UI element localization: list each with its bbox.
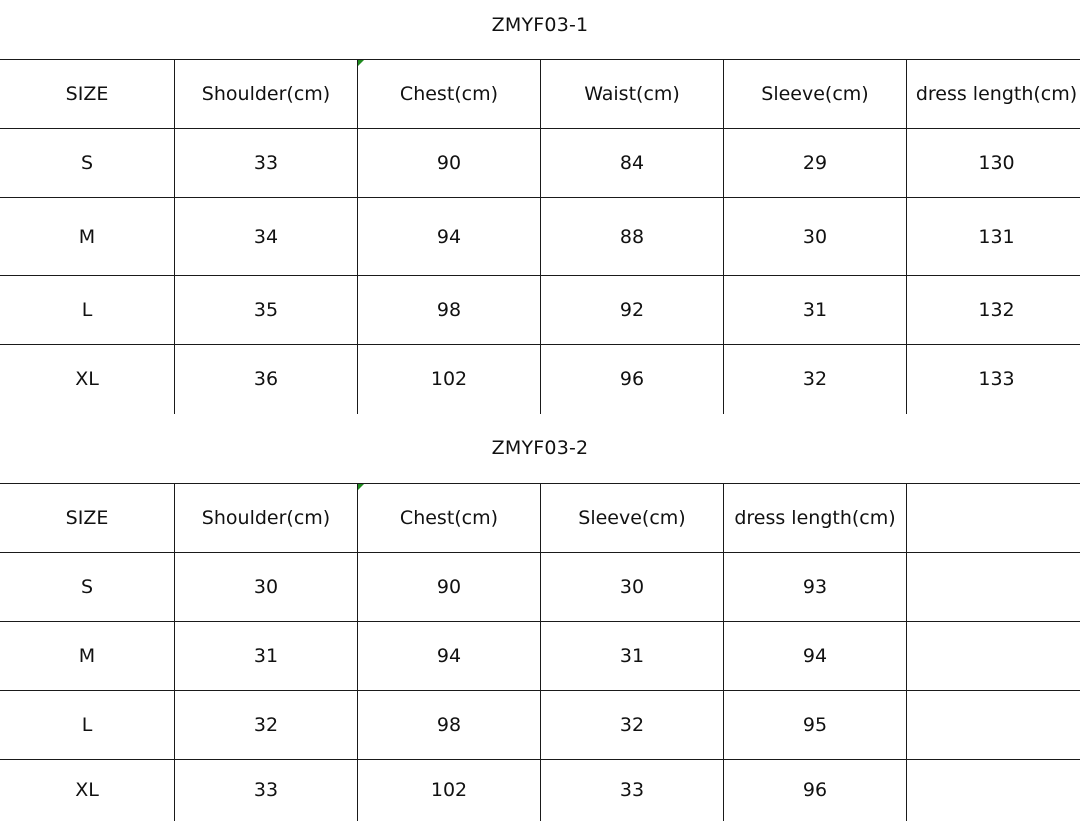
- table-cell: M: [0, 198, 175, 276]
- table-cell: 90: [358, 129, 541, 198]
- table-cell: 94: [358, 198, 541, 276]
- table-cell: [907, 622, 1080, 691]
- table-title: ZMYF03-1: [0, 13, 1080, 37]
- table-header-row: [0, 484, 1080, 553]
- header-cell: Sleeve(cm): [541, 484, 724, 553]
- table-row: [0, 129, 1080, 198]
- comment-marker-icon: [358, 484, 364, 490]
- table-cell: L: [0, 691, 175, 760]
- header-cell: SIZE: [0, 60, 175, 129]
- table-cell: L: [0, 276, 175, 345]
- table-cell: 32: [541, 691, 724, 760]
- table-row: [0, 198, 1080, 276]
- header-cell: dress length(cm): [724, 484, 907, 553]
- table-cell: 36: [175, 345, 358, 414]
- table-cell: [907, 691, 1080, 760]
- table-cell: 102: [358, 345, 541, 414]
- header-cell: Sleeve(cm): [724, 60, 907, 129]
- table-row: [0, 622, 1080, 691]
- table-cell: M: [0, 622, 175, 691]
- table-cell: 98: [358, 276, 541, 345]
- table-row: [0, 276, 1080, 345]
- table-cell: 92: [541, 276, 724, 345]
- table-cell: 30: [175, 553, 358, 622]
- header-cell: [358, 60, 541, 129]
- table-cell: 30: [541, 553, 724, 622]
- header-cell: Shoulder(cm): [175, 60, 358, 129]
- table-cell: 33: [541, 760, 724, 821]
- table-cell: 93: [724, 553, 907, 622]
- table-header-row: [0, 60, 1080, 129]
- table-cell: S: [0, 553, 175, 622]
- table-cell: 94: [358, 622, 541, 691]
- size-chart-table: [0, 483, 1080, 821]
- header-cell: [907, 484, 1080, 553]
- size-chart-table: [0, 59, 1080, 414]
- header-cell: [358, 484, 541, 553]
- table-cell: 130: [907, 129, 1080, 198]
- table-cell: 35: [175, 276, 358, 345]
- table-cell: 34: [175, 198, 358, 276]
- table-cell: 94: [724, 622, 907, 691]
- table-cell: 102: [358, 760, 541, 821]
- table-cell: 96: [541, 345, 724, 414]
- table-cell: 90: [358, 553, 541, 622]
- table-row: [0, 760, 1080, 821]
- table-cell: S: [0, 129, 175, 198]
- header-cell: Waist(cm): [541, 60, 724, 129]
- table-cell: 29: [724, 129, 907, 198]
- table-cell: 84: [541, 129, 724, 198]
- table-cell: [907, 760, 1080, 821]
- table-cell: 88: [541, 198, 724, 276]
- table-cell: 31: [541, 622, 724, 691]
- header-label: Chest(cm): [400, 83, 498, 105]
- table-cell: 132: [907, 276, 1080, 345]
- header-cell: dress length(cm): [907, 60, 1080, 129]
- table-cell: 31: [175, 622, 358, 691]
- table-cell: 98: [358, 691, 541, 760]
- table-row: [0, 691, 1080, 760]
- table-title: ZMYF03-2: [0, 436, 1080, 460]
- table-cell: 32: [724, 345, 907, 414]
- header-cell: SIZE: [0, 484, 175, 553]
- table-row: [0, 553, 1080, 622]
- table-cell: 33: [175, 760, 358, 821]
- table-cell: 95: [724, 691, 907, 760]
- header-label: Chest(cm): [400, 507, 498, 529]
- table-cell: 31: [724, 276, 907, 345]
- table-cell: 131: [907, 198, 1080, 276]
- table-cell: XL: [0, 760, 175, 821]
- comment-marker-icon: [358, 60, 364, 66]
- table-cell: 133: [907, 345, 1080, 414]
- header-cell: Shoulder(cm): [175, 484, 358, 553]
- table-cell: 33: [175, 129, 358, 198]
- table-cell: [907, 553, 1080, 622]
- table-cell: 32: [175, 691, 358, 760]
- table-cell: 30: [724, 198, 907, 276]
- table-cell: XL: [0, 345, 175, 414]
- table-row: [0, 345, 1080, 414]
- table-cell: 96: [724, 760, 907, 821]
